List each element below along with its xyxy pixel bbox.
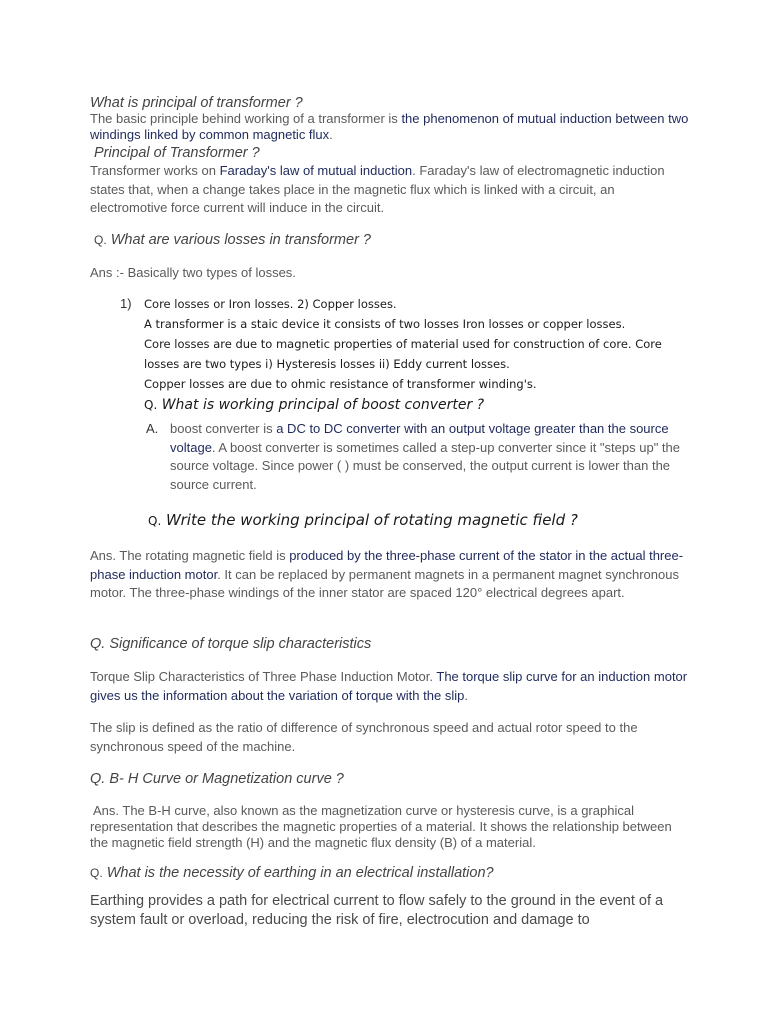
answer-rotating-magnetic-field: Ans. The rotating magnetic field is produced by the three-phase current of the stator in the actual three-phase induction motor. It can be replaced by permanent magnets in a permanent magnet synchronous motor. The three-phase windings of the inner stator are spaced 120° electrical degrees apart.: [90, 548, 684, 600]
question-bh-curve: Q. B- H Curve or Magnetization curve ?: [90, 771, 344, 787]
answer-slip-definition: The slip is defined as the ratio of difference of synchronous speed and actual rotor speed to the synchronous speed of the machine.: [90, 720, 638, 754]
question-rotating-magnetic-field: Q. Write the working principal of rotating magnetic field ?: [148, 511, 578, 529]
list-line: Core losses or Iron losses. 2) Copper losses.: [144, 297, 397, 311]
question-torque-slip: Q. Significance of torque slip characteristics: [90, 636, 372, 652]
question-earthing: Q. What is the necessity of earthing in an electrical installation?: [90, 865, 494, 881]
question-principal-of-transformer: Principal of Transformer ?: [94, 145, 260, 161]
answer-earthing: Earthing provides a path for electrical current to flow safely to the ground in the event of a system fault or overload, reducing the risk of fire, electrocution and damage to: [90, 893, 664, 928]
answer-transformer-principle: The basic principle behind working of a transformer is the phenomenon of mutual induction between two windings linked by common magnetic flux.: [90, 111, 689, 142]
question-transformer-losses: Q. What are various losses in transformer ?: [94, 232, 371, 248]
list-line: Core losses are due to magnetic properties of material used for construction of core. Core losses are two types i) Hysteresis losses ii) Eddy current losses.: [144, 337, 662, 371]
answer-boost-converter: boost converter is a DC to DC converter with an output voltage greater than the source voltage. A boost converter is sometimes called a step-up converter since it "steps up" the source voltage. Since power ( ) must be conserved, the output current is lower than the source current.: [170, 421, 680, 492]
losses-list: [144, 294, 664, 394]
answer-losses-intro: Ans :- Basically two types of losses.: [90, 265, 296, 280]
list-line: Copper losses are due to ohmic resistance of transformer winding's.: [144, 377, 537, 391]
list-line: A transformer is a staic device it consists of two losses Iron losses or copper losses.: [144, 317, 626, 331]
question-transformer-principle: What is principal of transformer ?: [90, 95, 303, 111]
answer-torque-slip: Torque Slip Characteristics of Three Phase Induction Motor. The torque slip curve for an induction motor gives us the information about the variation of torque with the slip.: [90, 669, 688, 703]
answer-marker: A.: [146, 421, 159, 436]
answer-principal-of-transformer: Transformer works on Faraday's law of mutual induction. Faraday's law of electromagnetic induction states that, when a change takes place in the magnetic flux which is linked with a circuit, an electromotive force current will induce in the circuit.: [90, 163, 665, 215]
question-boost-converter: Q. What is working principal of boost converter ?: [144, 397, 485, 413]
list-number: 1): [120, 296, 132, 311]
answer-bh-curve: Ans. The B-H curve, also known as the magnetization curve or hysteresis curve, is a graphical representation that describes the magnetic properties of a material. It shows the relationship between the magnetic field strength (H) and the magnetic flux density (B) of a material.: [90, 803, 672, 850]
